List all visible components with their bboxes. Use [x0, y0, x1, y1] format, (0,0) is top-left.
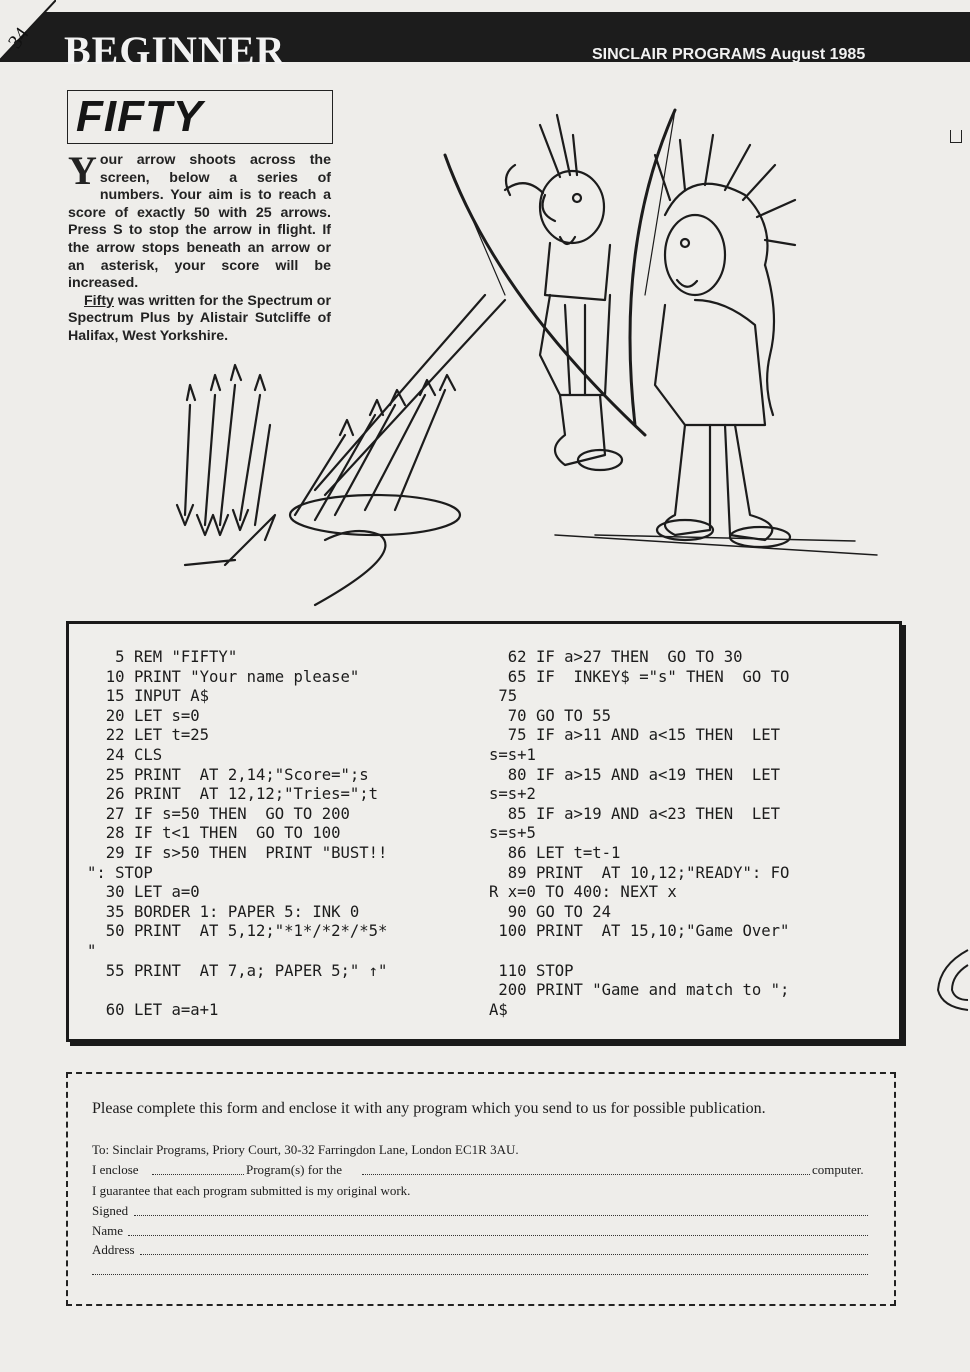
section-title: BEGINNER	[64, 28, 286, 73]
drop-cap: Y	[68, 148, 97, 193]
publication-issue: SINCLAIR PROGRAMS August 1985	[592, 46, 866, 63]
intro-lead: our arrow	[99, 152, 176, 168]
form-signed-label: Signed	[92, 1203, 129, 1218]
article-title: FIFTY	[76, 92, 204, 141]
form-guarantee: I guarantee that each program submitted is my original work.	[92, 1183, 411, 1198]
name-field[interactable]	[128, 1235, 868, 1236]
arrow-cluster	[177, 295, 505, 605]
address-field[interactable]	[140, 1254, 868, 1255]
computer-field[interactable]	[362, 1174, 810, 1175]
credit-title: Fifty	[84, 292, 114, 309]
form-address-label: Address	[92, 1242, 135, 1257]
submission-form	[66, 1072, 896, 1306]
page-corner	[0, 0, 56, 60]
program-listing	[66, 621, 902, 1042]
intro-body: shoots across the screen, below a series of numbers. Your aim is to reach a score of exactly 50 with 25 arrows. Press S to stop the arrow in flight. If the arrow stops beneath an arrow or an asterisk, your score will be increased.	[68, 152, 331, 292]
archers-illustration	[165, 95, 905, 615]
left-archer	[505, 115, 622, 470]
form-computer-label: computer.	[812, 1162, 864, 1177]
form-address: To: Sinclair Programs, Priory Court, 30-32 Farringdon Lane, London EC1R 3AU.	[92, 1142, 519, 1157]
form-name-label: Name	[92, 1223, 124, 1238]
form-enclose-label: I enclose	[92, 1162, 139, 1177]
page-edge-mark	[950, 130, 962, 143]
form-intro: Please complete this form and enclose it with any program which you send to us for possible publication.	[92, 1100, 766, 1117]
page-number: 34	[4, 23, 34, 53]
section-banner	[0, 12, 970, 73]
address-field-line-2[interactable]	[92, 1274, 868, 1275]
right-archer	[655, 135, 795, 547]
programs-count-field[interactable]	[152, 1174, 244, 1175]
credit-body: was written for the Spectrum or Spectrum Plus by Alistair Sutcliffe of Halifax, West Yorkshire.	[68, 292, 331, 344]
signed-field[interactable]	[134, 1215, 868, 1216]
form-programs-label: Program(s) for the	[246, 1162, 343, 1177]
listing-right-column: 62 IF a>27 THEN GO TO 30 65 IF INKEY$ ="s" THEN GO TO 75 70 GO TO 55 75 IF a>11 AND a<15 THEN LET s=s+1 80 IF a>15 AND a<19 THEN LET s=s+2 85 IF a>19 AND a<23 THEN LET s=s+5 86 LET t=t-1 89 PRINT AT 10,12;"READY": FO R x=0 TO 400: NEXT x 90 GO TO 24 100 PRINT AT 15,10;"Game Over" 110 STOP 200 PRINT "Game and match to "; A$	[489, 648, 790, 1019]
page-edge-scrap	[930, 945, 970, 1015]
listing-left-column: 5 REM "FIFTY" 10 PRINT "Your name please" 15 INPUT A$ 20 LET s=0 22 LET t=25 24 CLS 25 PRINT AT 2,14;"Score=";s 26 PRINT AT 12,12;"Tries=";t 27 IF s=50 THEN GO TO 200 28 IF t<1 THEN GO TO 100 29 IF s>50 THEN PRINT "BUST!! ": STOP 30 LET a=0 35 BORDER 1: PAPER 5: INK 0 50 PRINT AT 5,12;"*1*/*2*/*5* " 55 PRINT AT 7,a; PAPER 5;" ↑" 60 LET a=a+1	[87, 648, 388, 1019]
